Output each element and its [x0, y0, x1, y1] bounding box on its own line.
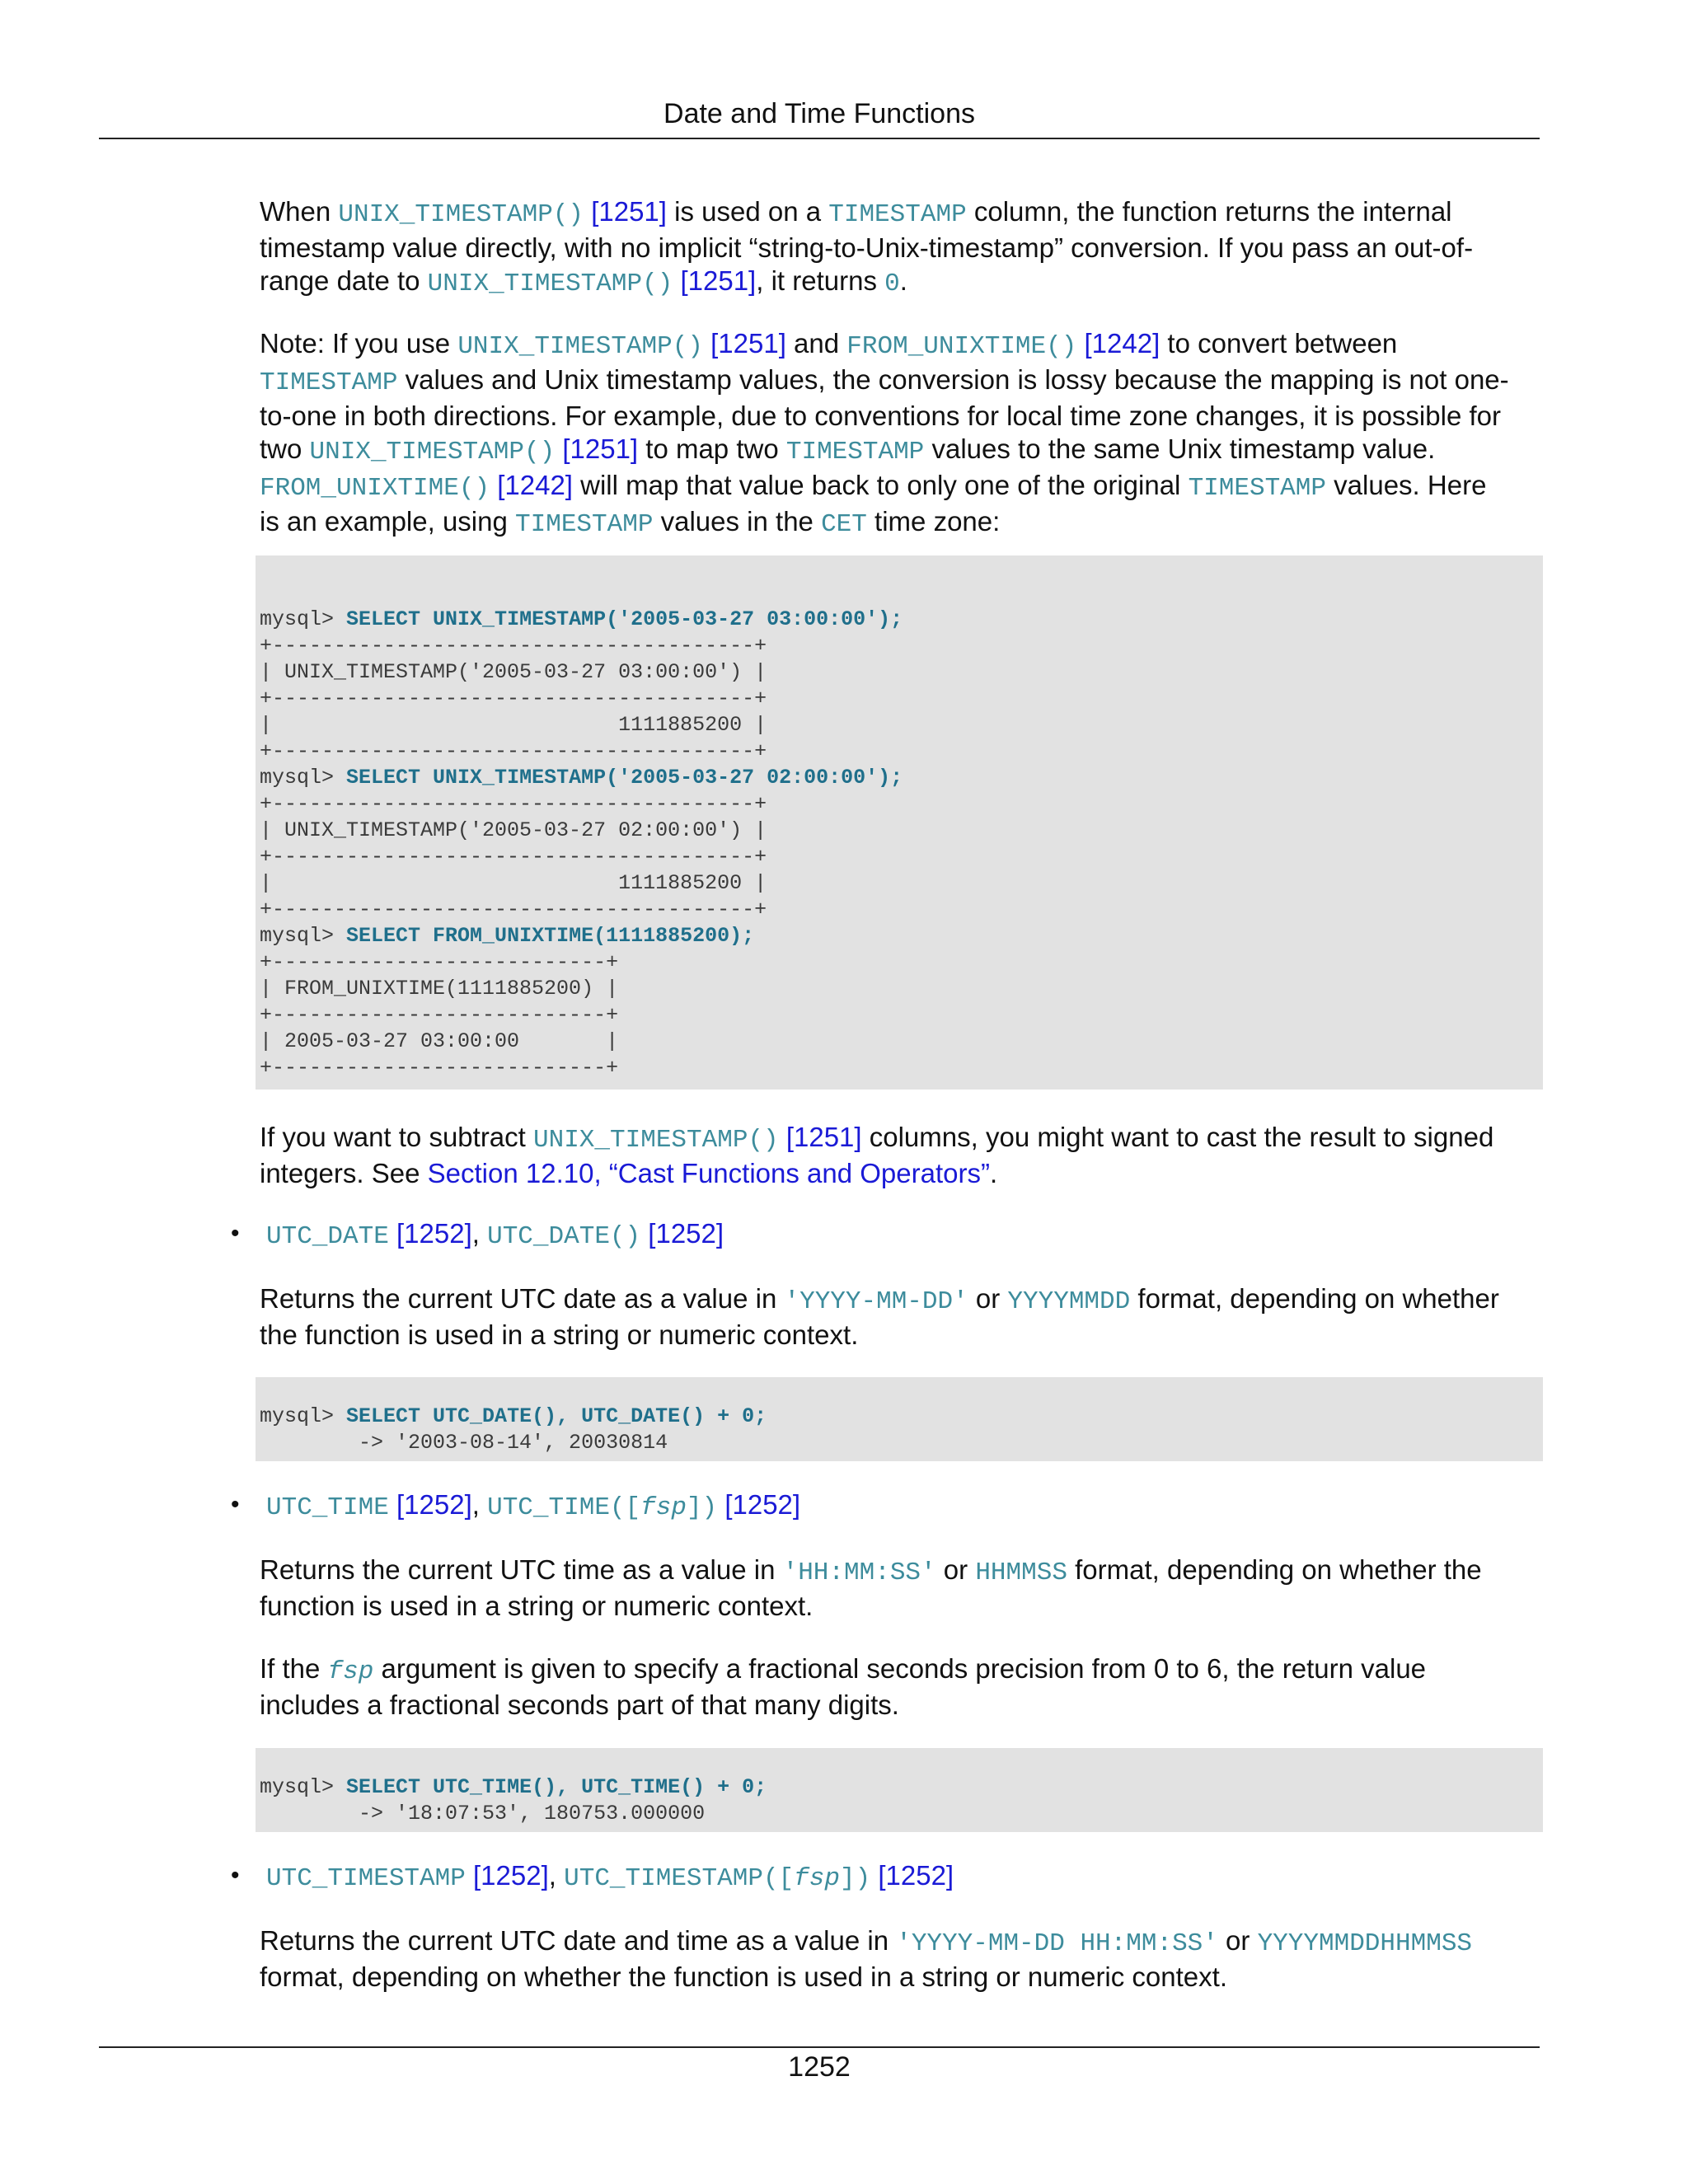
- item-heading-utc-timestamp: UTC_TIMESTAMP [1252], UTC_TIMESTAMP([fsp]) [1252]: [266, 1860, 954, 1893]
- ref-link-1251[interactable]: [1251]: [778, 1122, 862, 1152]
- code-timestamp: TIMESTAMP: [1188, 474, 1326, 503]
- bullet-utc-timestamp: •: [231, 1862, 240, 1889]
- code-from-unixtime: FROM_UNIXTIME(): [260, 474, 490, 503]
- code-utc-date: UTC_DATE: [266, 1222, 389, 1251]
- ref-link-1242[interactable]: [1242]: [1076, 328, 1160, 359]
- footer-rule: [99, 2046, 1540, 2048]
- ref-link-1251[interactable]: [1251]: [584, 196, 667, 227]
- paragraph-utc-time-desc: Returns the current UTC time as a value in 'HH:MM:SS' or HHMMSS format, depending on whether the function is used in a string or numeric context.: [260, 1554, 1482, 1621]
- ref-link-1252[interactable]: [1252]: [640, 1218, 724, 1249]
- header-rule: [99, 138, 1540, 139]
- item-heading-utc-date: UTC_DATE [1252], UTC_DATE() [1252]: [266, 1218, 724, 1251]
- paragraph-cast-note: If you want to subtract UNIX_TIMESTAMP() [1251] columns, you might want to cast the result to signed integers. See Section 12.10, “Cast Functions and Operators”.: [260, 1122, 1494, 1188]
- code-time-format: 'HH:MM:SS': [782, 1558, 936, 1587]
- code-utc-time-fn: UTC_TIME([fsp]): [487, 1493, 718, 1522]
- paragraph-lossy-conversion-note: Note: If you use UNIX_TIMESTAMP() [1251] and FROM_UNIXTIME() [1242] to convert between TIMESTAMP values and Unix timestamp values, the conversion is lossy because the mapping is not one- to-one in both directions. For example, due to conventions for local time zone changes, it is possible for two UNIX_TIMESTAMP() [1251] to map two TIMESTAMP values to the same Unix timestamp value. FROM_UNIXTIME() [1242] will map that value back to only one of the original TIMESTAMP values. Here is an example, using TIMESTAMP values in the CET time zone:: [260, 328, 1509, 539]
- ref-link-1252[interactable]: [1252]: [717, 1489, 801, 1520]
- page-header-title: Date and Time Functions: [663, 98, 975, 129]
- ref-link-1251[interactable]: [1251]: [673, 265, 757, 296]
- code-timestamp: TIMESTAMP: [515, 510, 654, 539]
- ref-link-1251[interactable]: [1251]: [702, 328, 786, 359]
- ref-link-1251[interactable]: [1251]: [555, 434, 639, 464]
- code-utc-timestamp-fn: UTC_TIMESTAMP([fsp]): [564, 1864, 871, 1893]
- code-unix-timestamp: UNIX_TIMESTAMP(): [533, 1126, 779, 1155]
- code-utc-date-fn: UTC_DATE(): [487, 1222, 641, 1251]
- code-block-utc-time: mysql> SELECT UTC_TIME(), UTC_TIME() + 0; -> '18:07:53', 180753.000000: [256, 1748, 1543, 1832]
- paragraph-unix-timestamp-column: When UNIX_TIMESTAMP() [1251] is used on a TIMESTAMP column, the function returns the internal timestamp value directly, with no implicit “string-to-Unix-timestamp” conversion. If you pass an out-of- range date to UNIX_TIMESTAMP() [1251], it returns 0.: [260, 196, 1474, 298]
- ref-link-1252[interactable]: [1252]: [388, 1218, 472, 1249]
- code-utc-timestamp: UTC_TIMESTAMP: [266, 1864, 466, 1893]
- code-datetime-numeric-format: YYYYMMDDHHMMSS: [1257, 1929, 1473, 1958]
- bullet-utc-date: •: [231, 1220, 240, 1247]
- code-unix-timestamp: UNIX_TIMESTAMP(): [427, 269, 673, 298]
- item-heading-utc-time: UTC_TIME [1252], UTC_TIME([fsp]) [1252]: [266, 1489, 801, 1522]
- code-unix-timestamp: UNIX_TIMESTAMP(): [309, 438, 556, 466]
- code-unix-timestamp: UNIX_TIMESTAMP(): [457, 332, 703, 361]
- bullet-utc-time: •: [231, 1491, 240, 1518]
- code-block-utc-date: mysql> SELECT UTC_DATE(), UTC_DATE() + 0; -> '2003-08-14', 20030814: [256, 1377, 1543, 1461]
- code-block-cet-example: mysql> SELECT UNIX_TIMESTAMP('2005-03-27 03:00:00'); +---------------------------------------+ | UNIX_TIMESTAMP('2005-03-27 03:00:00') | +---------------------------------------+ | 1111885200 | +---------------------------------------+ mysql> SELECT UNIX_TIMESTAMP('2005-03-27 02:00:00'); +---------------------------------------+ | UNIX_TIMESTAMP('2005-03-27 02:00:00') | +---------------------------------------+ | 1111885200 | +---------------------------------------+ mysql> SELECT FROM_UNIXTIME(1111885200); +---------------------------+ | FROM_UNIXTIME(1111885200) | +---------------------------+ | 2005-03-27 03:00:00 | +---------------------------+: [256, 555, 1543, 1090]
- code-cet: CET: [821, 510, 867, 539]
- code-timestamp: TIMESTAMP: [785, 438, 925, 466]
- ref-link-1242[interactable]: [1242]: [490, 470, 573, 500]
- code-zero: 0: [884, 269, 900, 298]
- code-timestamp: TIMESTAMP: [828, 200, 967, 229]
- code-from-unixtime: FROM_UNIXTIME(): [846, 332, 1077, 361]
- code-timestamp: TIMESTAMP: [260, 368, 398, 397]
- code-date-format: 'YYYY-MM-DD': [784, 1287, 968, 1316]
- section-link-cast-functions[interactable]: Section 12.10, “Cast Functions and Operators”: [427, 1158, 990, 1188]
- code-utc-time: UTC_TIME: [266, 1493, 389, 1522]
- code-unix-timestamp: UNIX_TIMESTAMP(): [338, 200, 584, 229]
- code-date-numeric-format: YYYYMMDD: [1007, 1287, 1131, 1316]
- ref-link-1252[interactable]: [1252]: [870, 1860, 954, 1891]
- ref-link-1252[interactable]: [1252]: [465, 1860, 549, 1891]
- paragraph-utc-time-fsp: If the fsp argument is given to specify a fractional seconds precision from 0 to 6, the return value includes a fractional seconds part of that many digits.: [260, 1653, 1427, 1720]
- page-number: 1252: [788, 2051, 851, 2083]
- code-datetime-format: 'YYYY-MM-DD HH:MM:SS': [896, 1929, 1218, 1958]
- ref-link-1252[interactable]: [1252]: [388, 1489, 472, 1520]
- paragraph-utc-timestamp-desc: Returns the current UTC date and time as a value in 'YYYY-MM-DD HH:MM:SS' or YYYYMMDDHHMMSS format, depending on whether the function is used in a string or numeric context.: [260, 1925, 1473, 1992]
- code-time-numeric-format: HHMMSS: [975, 1558, 1067, 1587]
- code-fsp: fsp: [327, 1657, 374, 1686]
- paragraph-utc-date-desc: Returns the current UTC date as a value in 'YYYY-MM-DD' or YYYYMMDD format, depending on whether the function is used in a string or numeric context.: [260, 1283, 1499, 1350]
